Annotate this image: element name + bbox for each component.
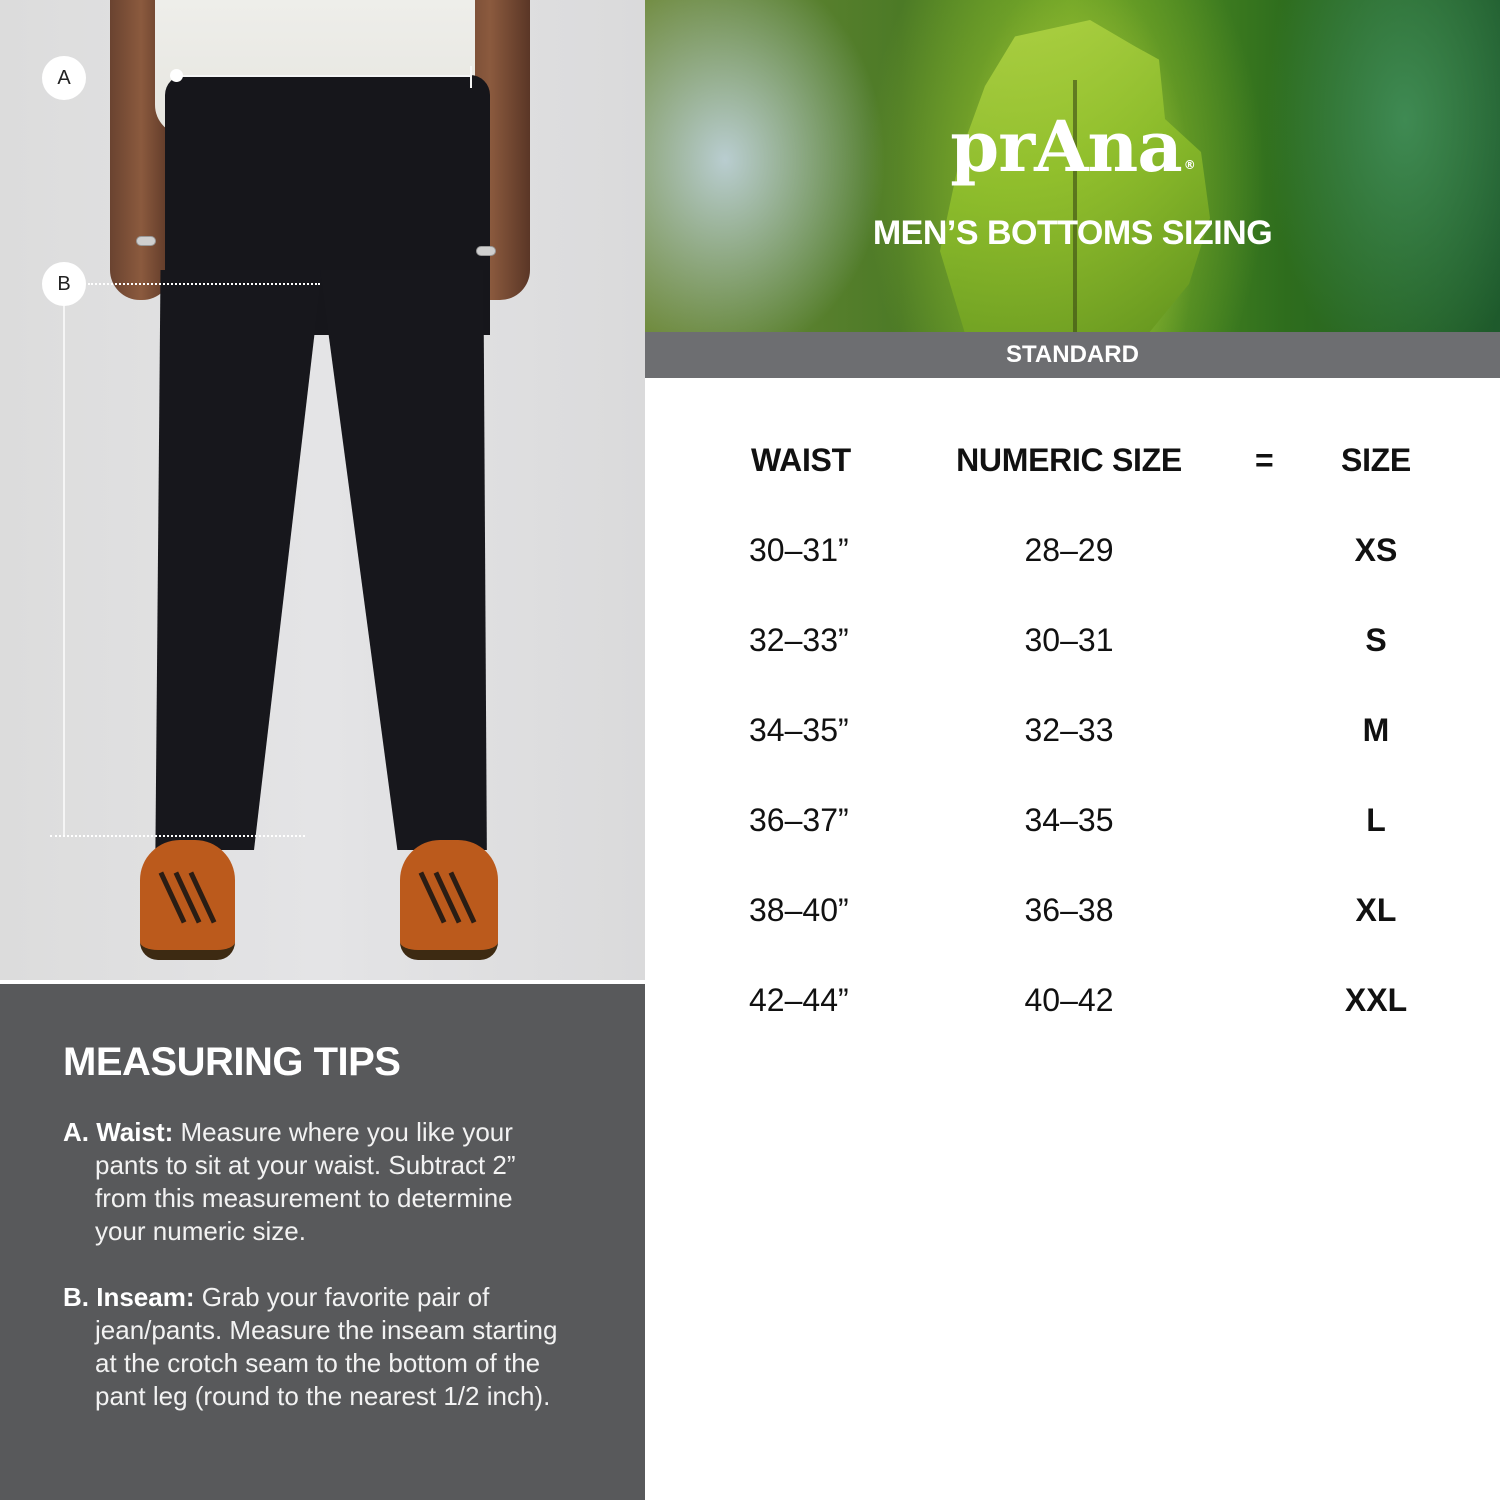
cell-waist: 30–31” [749,532,849,568]
model-pants-left-leg [152,270,322,850]
cell-numeric-size: 30–31 [1024,622,1114,658]
cell-numeric-size: 34–35 [1024,802,1114,838]
cell-waist: 34–35” [749,712,849,748]
table-row [645,622,1500,672]
cell-numeric-size: 36–38 [1024,892,1114,928]
fit-label-bar [645,332,1500,378]
cell-size: XL [1355,892,1397,928]
model-pants-right-leg [320,270,492,850]
waist-measure-line [176,75,472,77]
ring-icon [136,236,156,246]
cell-numeric-size: 28–29 [1024,532,1114,568]
tip-waist-lead: Waist: [96,1117,174,1147]
cell-waist: 42–44” [749,982,849,1018]
ring-icon [476,246,496,256]
tip-waist-text: pants to sit at your waist. Subtract 2” [95,1150,516,1180]
model-left-shoe [140,840,235,960]
tip-inseam-lead: Inseam: [96,1282,195,1312]
inseam-measure-line [63,306,65,836]
measuring-tips-title: MEASURING TIPS [63,1040,401,1084]
marker-b-inseam: B [42,262,86,306]
tip-waist-text: from this measurement to determine [95,1183,513,1213]
table-row [645,802,1500,852]
hero-banner [645,0,1500,332]
header-size: SIZE [1341,442,1411,478]
tip-inseam [63,1281,603,1413]
brand-logo [645,105,1500,188]
model-photo [0,0,645,980]
inseam-crotch-dotted-line [88,283,320,285]
header-equals: = [1255,442,1274,478]
page-title: MEN’S BOTTOMS SIZING [872,214,1273,252]
table-row [645,982,1500,1032]
header-numeric-size: NUMERIC SIZE [956,442,1182,478]
tip-inseam-text: jean/pants. Measure the inseam starting [95,1315,558,1345]
cell-size: M [1362,712,1390,748]
cell-numeric-size: 40–42 [1024,982,1114,1018]
table-row [645,892,1500,942]
tip-inseam-text: pant leg (round to the nearest 1/2 inch). [95,1381,551,1411]
fit-label: STANDARD [1006,341,1139,368]
cell-size: L [1366,802,1386,838]
tip-waist-text: your numeric size. [95,1216,306,1246]
cell-size: XS [1354,532,1398,568]
cell-waist: 38–40” [749,892,849,928]
inseam-hem-dotted-line [50,835,305,837]
cell-waist: 36–37” [749,802,849,838]
cell-size: XXL [1344,982,1408,1018]
tip-inseam-prefix: B. [63,1282,89,1312]
table-row [645,532,1500,582]
tip-waist [63,1116,603,1248]
tip-waist-text: Measure where you like your [180,1117,513,1147]
cell-waist: 32–33” [749,622,849,658]
size-table [645,378,1500,1500]
tip-inseam-text: Grab your favorite pair of [201,1282,490,1312]
table-row [645,712,1500,762]
waist-measure-dot [170,69,183,82]
header-waist: WAIST [751,442,851,478]
brand-name: prAna [950,105,1182,188]
measuring-tips-panel [0,984,645,1500]
cell-numeric-size: 32–33 [1024,712,1114,748]
tip-inseam-text: at the crotch seam to the bottom of the [95,1348,541,1378]
registered-mark-icon: ® [1183,158,1195,172]
marker-a-waist: A [42,56,86,100]
waist-measure-end-tick [470,66,472,88]
model-right-shoe [400,840,498,960]
cell-size: S [1365,622,1387,658]
tip-waist-prefix: A. [63,1117,89,1147]
